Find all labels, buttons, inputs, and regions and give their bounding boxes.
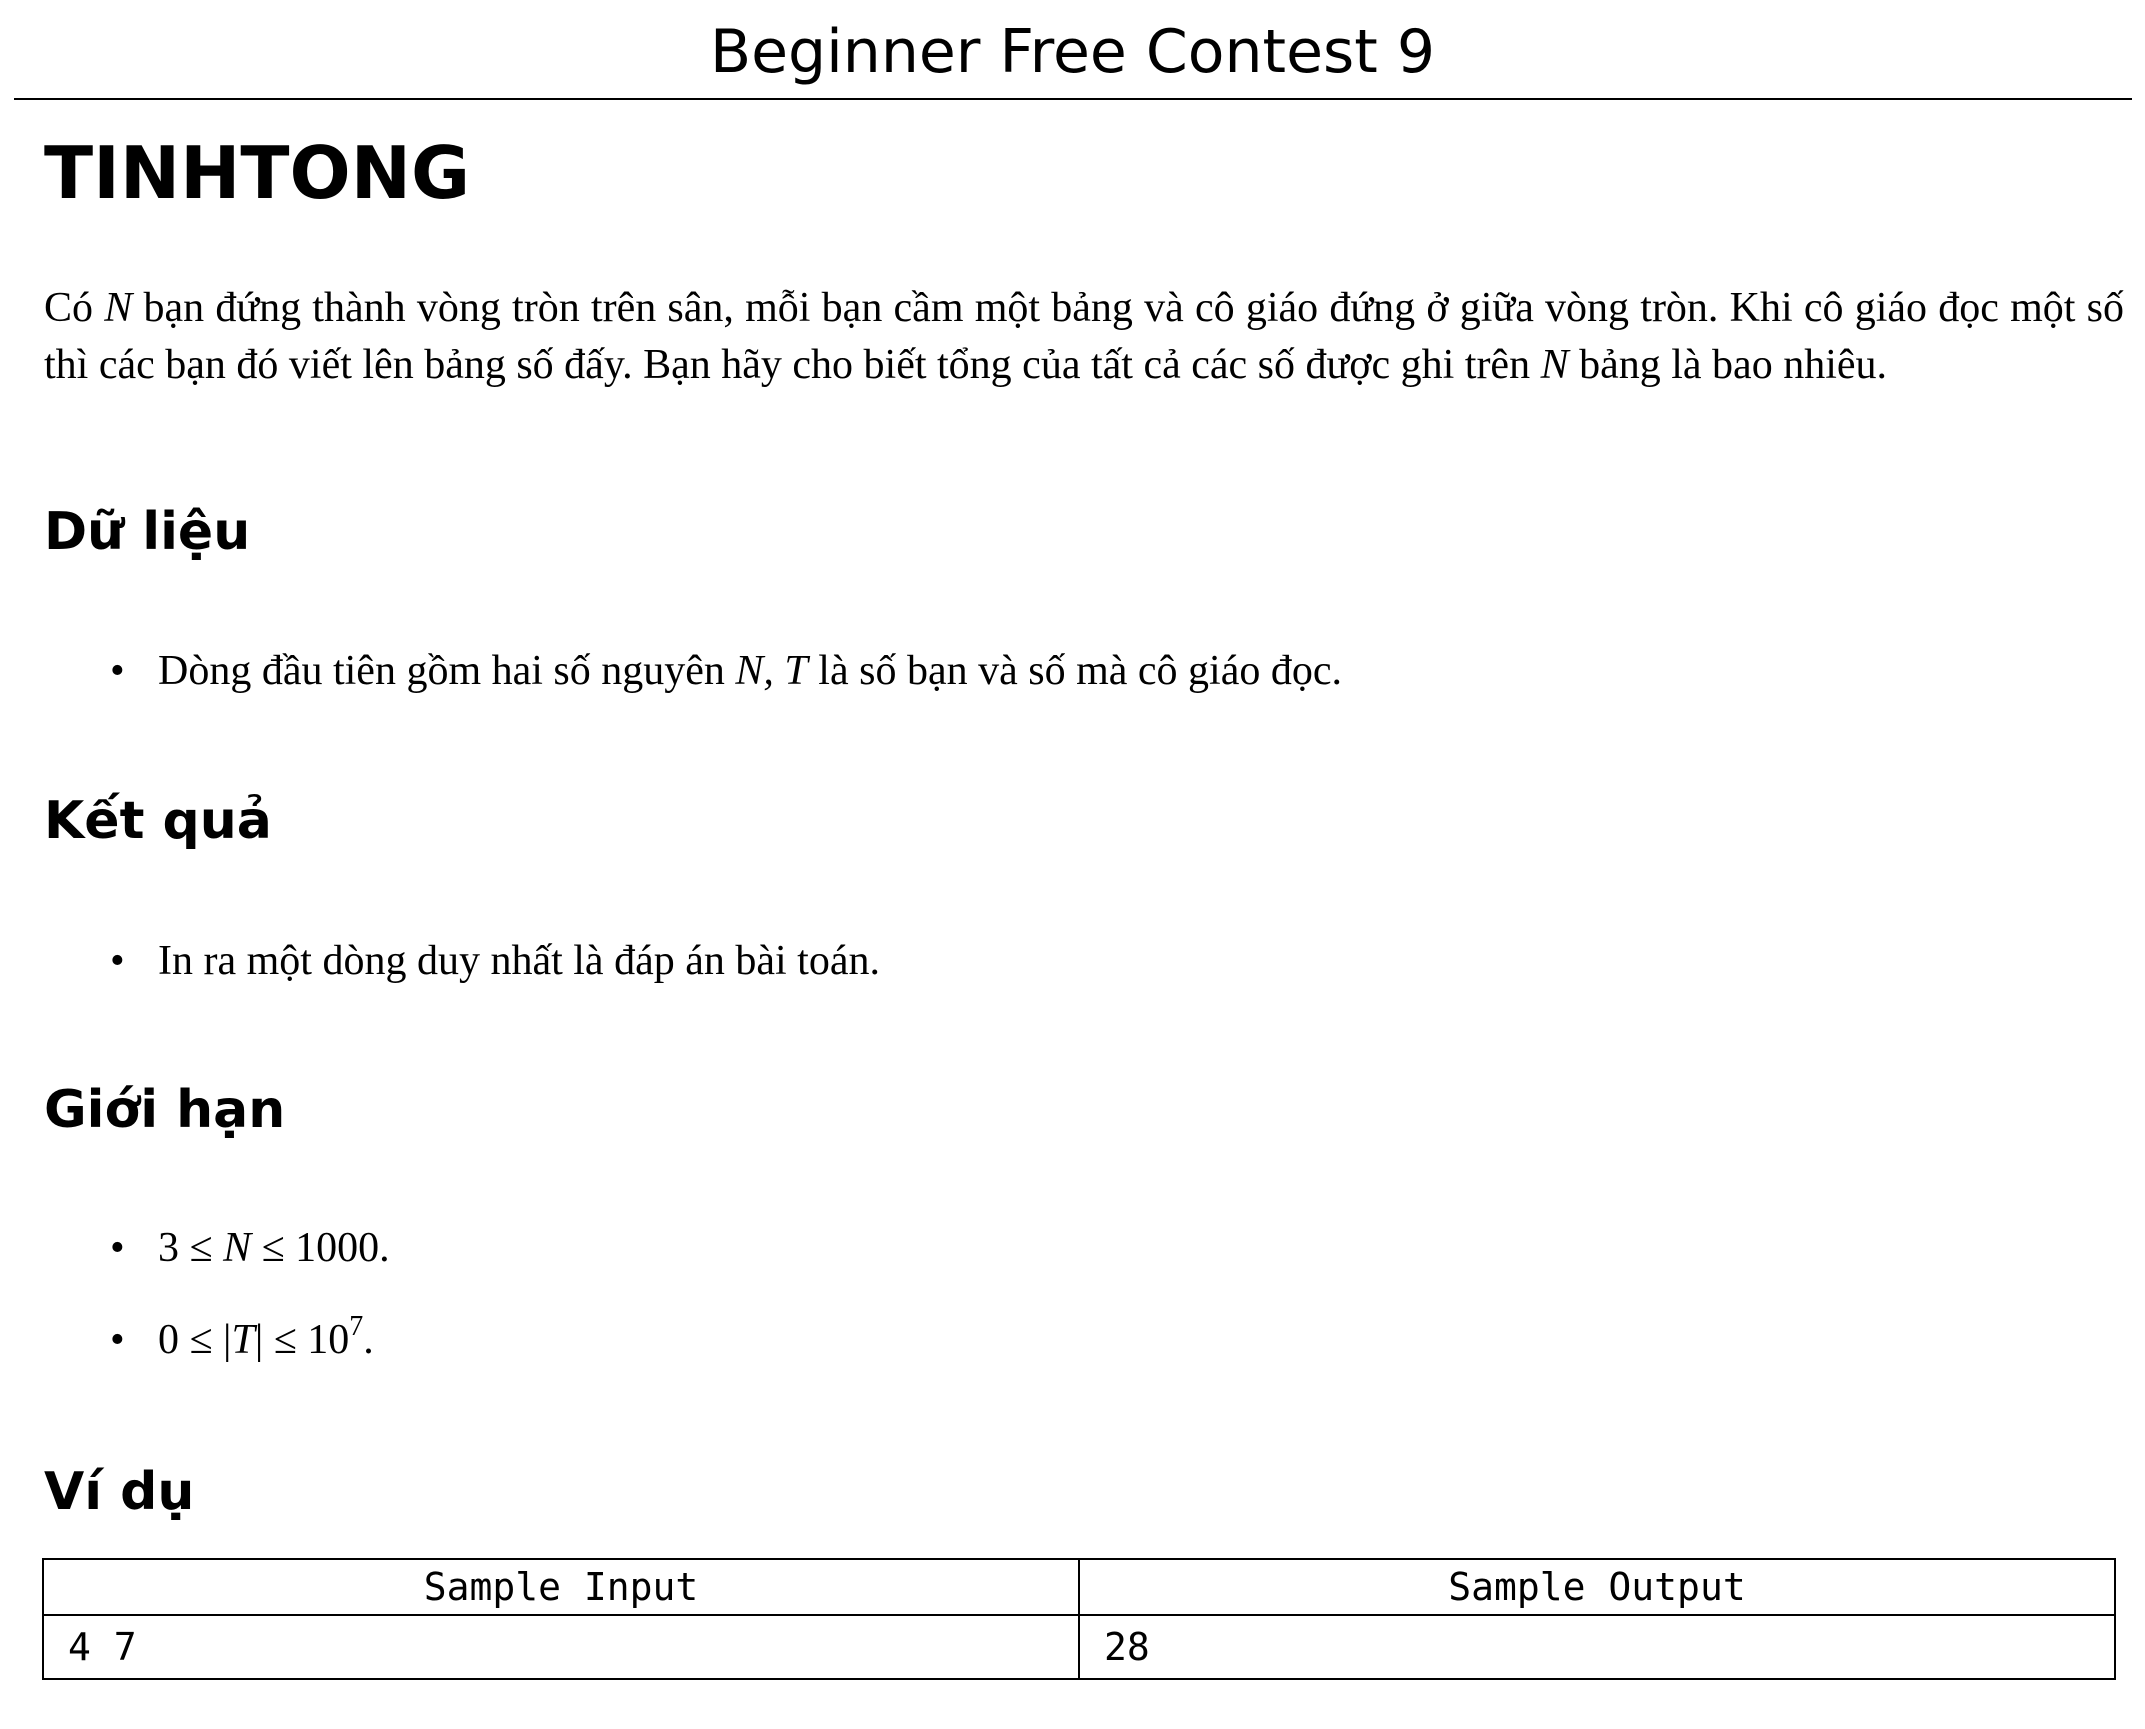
input-section-heading: Dữ liệu — [44, 502, 251, 562]
contest-title: Beginner Free Contest 9 — [709, 17, 1436, 87]
bullet-dot-icon: • — [110, 1225, 125, 1271]
limit-item-n — [110, 1220, 390, 1276]
statement-text-1: Có — [44, 285, 105, 331]
bullet-dot-icon: • — [110, 648, 125, 694]
limit-n-lhs: 3 ≤ — [158, 1225, 224, 1271]
input-bullet-text-1: Dòng đầu tiên gồm hai số nguyên — [158, 648, 736, 694]
output-bullet — [110, 933, 880, 989]
limit-n-rhs: ≤ 1000. — [251, 1225, 390, 1271]
sample-output-value: 28 — [1079, 1615, 2115, 1679]
input-bullet-text-2: là số bạn và số mà cô giáo đọc. — [807, 648, 1342, 694]
sample-table — [42, 1558, 2116, 1680]
input-bullet-math: N, T — [735, 648, 808, 694]
bullet-dot-icon: • — [110, 938, 125, 984]
limit-t-var: T — [231, 1317, 255, 1363]
statement-var-n: N — [1540, 342, 1569, 388]
statement-var-n: N — [104, 285, 133, 331]
limits-section-heading: Giới hạn — [44, 1080, 286, 1140]
problem-title: TINHTONG — [44, 131, 471, 215]
limit-t-exponent: 7 — [349, 1311, 364, 1342]
header-rule — [14, 98, 2132, 100]
sample-input-value: 4 7 — [43, 1615, 1079, 1679]
statement-text-2: bạn đứng thành vòng tròn trên sân, mỗi bạn cầm một bảng và cô giáo đứng ở giữa vòng tròn. Khi cô giáo đọc một số thì các bạn đó viết lên bảng số đấy. Bạn hãy cho biết tổng của tất cả các số được ghi trên — [44, 285, 2125, 388]
sample-output-header: Sample Output — [1079, 1559, 2115, 1615]
problem-statement — [44, 280, 2124, 394]
output-bullet-text: In ra một dòng duy nhất là đáp án bài toán. — [158, 938, 880, 984]
bullet-dot-icon: • — [110, 1317, 125, 1363]
limit-t-mid: | ≤ 10 — [254, 1317, 350, 1363]
limit-t-end: . — [363, 1317, 374, 1363]
table-row — [43, 1615, 2115, 1679]
limit-item-t — [110, 1312, 374, 1368]
limit-n-var: N — [223, 1225, 252, 1271]
sample-input-header: Sample Input — [43, 1559, 1079, 1615]
example-section-heading: Ví dụ — [44, 1462, 195, 1522]
statement-text-3: bảng là bao nhiêu. — [1568, 342, 1887, 388]
limit-t-lhs: 0 ≤ | — [158, 1317, 232, 1363]
input-bullet — [110, 643, 1342, 699]
output-section-heading: Kết quả — [44, 791, 272, 851]
table-header-row — [43, 1559, 2115, 1615]
